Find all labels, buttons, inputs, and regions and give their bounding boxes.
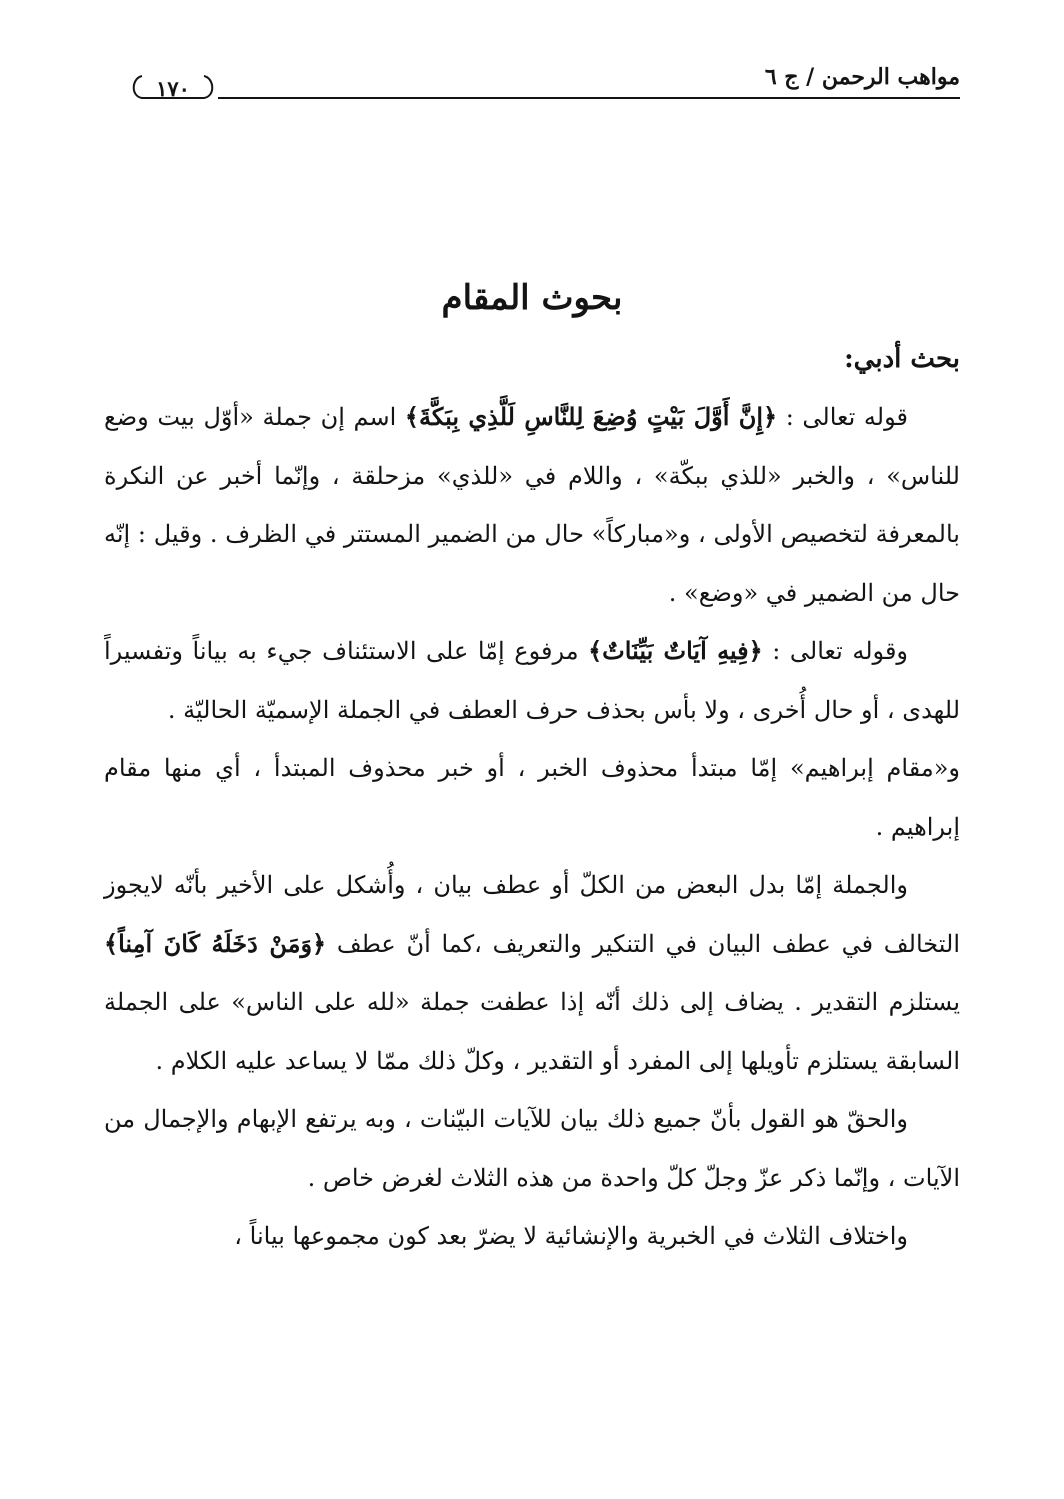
paragraph-4-text: يستلزم التقدير . يضاف إلى ذلك أنّه إذا عطفت جملة «لله على الناس» على الجملة السابقة يستلزم تأويلها إلى المفرد أو التقدير ، وكلّ ذلك ممّا لا يساعد عليه الكلام . <box>104 988 960 1075</box>
paragraph-5: والحقّ هو القول بأنّ جميع ذلك بيان للآيات البيّنات ، وبه يرتفع الإبهام والإجمال من الآيات ، وإنّما ذكر عزّ وجلّ كلّ واحدة من هذه الثلاث لغرض خاص . <box>104 1105 960 1192</box>
header-rule <box>218 97 960 99</box>
section-heading: بحث أدبي: <box>844 344 960 374</box>
paragraph-3: و«مقام إبراهيم» إمّا مبتدأ محذوف الخبر ، أو خبر محذوف المبتدأ ، أي منها مقام إبراهيم . <box>104 754 960 841</box>
paragraph-4 <box>104 856 960 1090</box>
paragraph-1-intro: قوله تعالى : <box>777 403 908 431</box>
paragraph-1-text: اسم إن جملة «أوّل بيت وضع للناس» ، والخبر «للذي ببكّة» ، واللام في «للذي» مزحلقة ، وإنّما أخبر عن النكرة بالمعرفة لتخصيص الأولى ، و«مباركاً» حال من الضمير المستتر في الظرف . وقيل : إنّه حال من الضمير في «وضع» . <box>104 403 960 607</box>
paragraph-2-text: مرفوع إمّا على الاستئناف جيء به بياناً وتفسيراً للهدى ، أو حال أُخرى ، ولا بأس بحذف حرف العطف في الجملة الإسميّة الحاليّة . <box>104 637 960 724</box>
quran-verse-2: ﴿فِيهِ آيَاتٌ بَيِّنَاتٌ﴾ <box>588 636 763 665</box>
body-text <box>104 388 960 1266</box>
book-title: مواهب الرحمن / ج ٦ <box>764 64 960 90</box>
paragraph-4-intro: والجملة إمّا بدل البعض من الكلّ أو عطف بيان ، وأُشكل على الأخير بأنّه لايجوز التخالف في عطف البيان في التنكير والتعريف ،كما أنّ عطف <box>104 871 960 958</box>
paragraph-1 <box>104 388 960 622</box>
page-number: ١٧٠ <box>156 76 190 101</box>
paragraph-6: واختلاف الثلاث في الخبرية والإنشائية لا يضرّ بعد كون مجموعها بياناً ، <box>234 1222 908 1250</box>
page-title: بحوث المقام <box>441 278 623 318</box>
quran-verse-3: ﴿وَمَنْ دَخَلَهُ كَانَ آمِناً﴾ <box>104 928 327 958</box>
paragraph-2 <box>104 622 960 739</box>
quran-verse-1: ﴿إِنَّ أَوَّلَ بَيْتٍ وُضِعَ لِلنَّاسِ لَلَّذِي بِبَكَّةَ﴾ <box>404 402 778 431</box>
paragraph-2-intro: وقوله تعالى : <box>762 637 909 665</box>
running-header <box>88 62 960 102</box>
